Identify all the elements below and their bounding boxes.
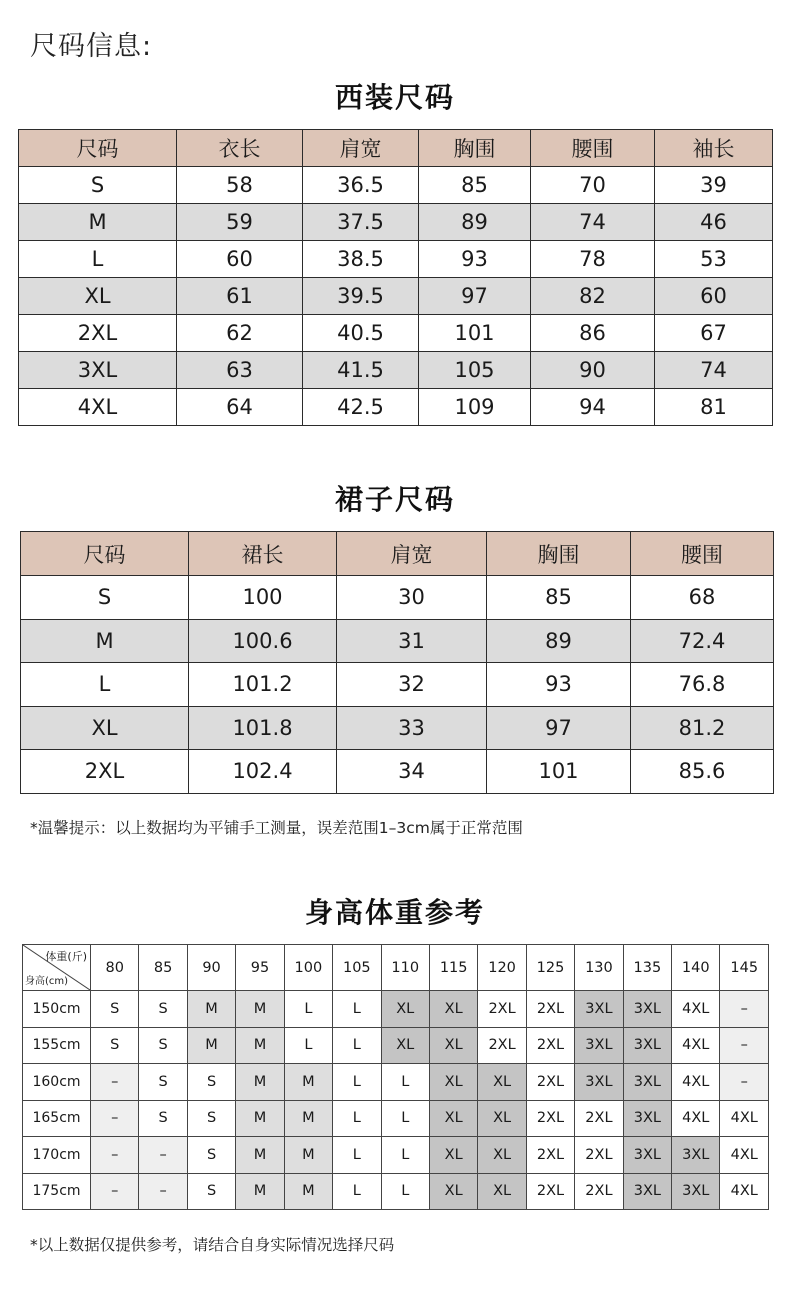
value-cell: 53	[655, 241, 773, 278]
size-cell: S	[187, 1173, 235, 1210]
size-cell: 4XL	[672, 991, 720, 1028]
value-cell: 89	[487, 619, 631, 663]
weight-header: 90	[187, 945, 235, 991]
value-cell: 101	[487, 750, 631, 794]
weight-header: 95	[236, 945, 284, 991]
size-cell: M	[284, 1173, 332, 1210]
weight-header: 140	[672, 945, 720, 991]
size-cell: 2XL	[19, 315, 177, 352]
value-cell: 85	[487, 576, 631, 620]
size-cell: L	[381, 1173, 429, 1210]
size-cell: –	[91, 1137, 139, 1174]
table-row	[19, 315, 773, 352]
table-row	[21, 576, 774, 620]
weight-header: 85	[139, 945, 187, 991]
size-cell: 3XL	[623, 991, 671, 1028]
value-cell: 89	[419, 204, 531, 241]
size-cell: XL	[429, 1137, 477, 1174]
size-cell: M	[187, 991, 235, 1028]
suit-size-table	[18, 129, 773, 426]
size-cell: 3XL	[623, 1064, 671, 1101]
value-cell: 76.8	[631, 663, 774, 707]
height-cell: 170cm	[23, 1137, 91, 1174]
weight-header: 135	[623, 945, 671, 991]
table-row	[19, 278, 773, 315]
value-cell: 101.2	[189, 663, 337, 707]
size-cell: XL	[478, 1137, 526, 1174]
column-header: 胸围	[419, 130, 531, 167]
column-header: 衣长	[177, 130, 303, 167]
column-header: 胸围	[487, 532, 631, 576]
size-cell: L	[381, 1137, 429, 1174]
value-cell: 97	[419, 278, 531, 315]
height-weight-table	[22, 944, 769, 1210]
size-cell: L	[333, 1064, 381, 1101]
weight-header: 80	[91, 945, 139, 991]
size-cell: M	[236, 1100, 284, 1137]
value-cell: 63	[177, 352, 303, 389]
size-cell: 2XL	[526, 1064, 574, 1101]
reference-note: *以上数据仅提供参考，请结合自身实际情况选择尺码	[30, 1236, 395, 1254]
table-row	[19, 204, 773, 241]
size-cell: M	[236, 1137, 284, 1174]
size-cell: L	[284, 991, 332, 1028]
weight-header: 100	[284, 945, 332, 991]
size-cell: 4XL	[672, 1064, 720, 1101]
size-cell: M	[21, 619, 189, 663]
size-cell: 4XL	[720, 1137, 769, 1174]
value-cell: 100.6	[189, 619, 337, 663]
size-cell: S	[139, 1100, 187, 1137]
weight-header: 125	[526, 945, 574, 991]
value-cell: 37.5	[303, 204, 419, 241]
size-cell: 3XL	[575, 1064, 623, 1101]
weight-header: 115	[429, 945, 477, 991]
size-cell: S	[139, 1027, 187, 1064]
table-row	[21, 663, 774, 707]
size-cell: XL	[381, 1027, 429, 1064]
table-header-row	[21, 532, 774, 576]
value-cell: 40.5	[303, 315, 419, 352]
value-cell: 94	[531, 389, 655, 426]
size-cell: 3XL	[623, 1173, 671, 1210]
size-cell: XL	[478, 1064, 526, 1101]
size-cell: 4XL	[672, 1100, 720, 1137]
value-cell: 31	[337, 619, 487, 663]
value-cell: 82	[531, 278, 655, 315]
size-cell: XL	[429, 991, 477, 1028]
value-cell: 33	[337, 706, 487, 750]
size-cell: S	[187, 1137, 235, 1174]
height-cell: 155cm	[23, 1027, 91, 1064]
value-cell: 85	[419, 167, 531, 204]
value-cell: 62	[177, 315, 303, 352]
value-cell: 64	[177, 389, 303, 426]
page-header-title: 尺码信息:	[30, 31, 153, 62]
table-row	[19, 167, 773, 204]
size-cell: L	[19, 241, 177, 278]
table-row	[23, 991, 769, 1028]
size-cell: 3XL	[19, 352, 177, 389]
weight-header: 120	[478, 945, 526, 991]
size-cell: M	[187, 1027, 235, 1064]
size-cell: M	[284, 1137, 332, 1174]
size-cell: XL	[19, 278, 177, 315]
column-header: 肩宽	[337, 532, 487, 576]
size-cell: –	[139, 1173, 187, 1210]
value-cell: 36.5	[303, 167, 419, 204]
size-cell: S	[91, 1027, 139, 1064]
size-cell: M	[236, 991, 284, 1028]
value-cell: 60	[655, 278, 773, 315]
size-cell: XL	[429, 1173, 477, 1210]
size-cell: L	[21, 663, 189, 707]
size-cell: S	[91, 991, 139, 1028]
value-cell: 46	[655, 204, 773, 241]
column-header: 尺码	[21, 532, 189, 576]
value-cell: 105	[419, 352, 531, 389]
size-cell: L	[333, 1173, 381, 1210]
size-cell: 2XL	[575, 1173, 623, 1210]
column-header: 腰围	[531, 130, 655, 167]
size-cell: 4XL	[720, 1100, 769, 1137]
value-cell: 74	[655, 352, 773, 389]
size-cell: M	[236, 1027, 284, 1064]
column-header: 肩宽	[303, 130, 419, 167]
size-cell: 2XL	[526, 1137, 574, 1174]
weight-axis-label: 体重(斤)	[45, 950, 87, 963]
table-row	[23, 1027, 769, 1064]
table-row	[19, 352, 773, 389]
skirt-size-title: 裙子尺码	[334, 483, 455, 516]
value-cell: 60	[177, 241, 303, 278]
weight-header: 145	[720, 945, 769, 991]
table-row	[21, 619, 774, 663]
value-cell: 85.6	[631, 750, 774, 794]
weight-header: 130	[575, 945, 623, 991]
size-cell: XL	[478, 1173, 526, 1210]
value-cell: 70	[531, 167, 655, 204]
value-cell: 102.4	[189, 750, 337, 794]
size-cell: 2XL	[526, 1173, 574, 1210]
value-cell: 59	[177, 204, 303, 241]
value-cell: 90	[531, 352, 655, 389]
value-cell: 93	[487, 663, 631, 707]
value-cell: 30	[337, 576, 487, 620]
skirt-size-table	[20, 531, 774, 794]
table-row	[21, 706, 774, 750]
value-cell: 67	[655, 315, 773, 352]
value-cell: 109	[419, 389, 531, 426]
size-cell: S	[21, 576, 189, 620]
corner-cell	[23, 945, 91, 991]
size-cell: –	[91, 1173, 139, 1210]
size-cell: L	[381, 1100, 429, 1137]
size-cell: L	[381, 1064, 429, 1101]
table-row	[23, 1064, 769, 1101]
size-cell: 4XL	[720, 1173, 769, 1210]
table-header-row	[19, 130, 773, 167]
size-cell: 2XL	[526, 1027, 574, 1064]
value-cell: 32	[337, 663, 487, 707]
size-cell: M	[19, 204, 177, 241]
value-cell: 81	[655, 389, 773, 426]
height-axis-label: 身高(cm)	[25, 976, 69, 987]
size-cell: XL	[429, 1100, 477, 1137]
value-cell: 41.5	[303, 352, 419, 389]
size-cell: M	[236, 1064, 284, 1101]
size-cell: L	[333, 1027, 381, 1064]
size-cell: S	[139, 1064, 187, 1101]
table-row	[23, 1137, 769, 1174]
size-cell: L	[333, 1137, 381, 1174]
size-cell: XL	[381, 991, 429, 1028]
value-cell: 39	[655, 167, 773, 204]
size-cell: S	[139, 991, 187, 1028]
size-cell: 4XL	[672, 1027, 720, 1064]
size-cell: 3XL	[672, 1173, 720, 1210]
size-cell: 2XL	[575, 1137, 623, 1174]
column-header: 袖长	[655, 130, 773, 167]
value-cell: 68	[631, 576, 774, 620]
value-cell: 58	[177, 167, 303, 204]
size-cell: 2XL	[526, 1100, 574, 1137]
size-cell: XL	[429, 1064, 477, 1101]
value-cell: 101	[419, 315, 531, 352]
value-cell: 61	[177, 278, 303, 315]
size-cell: XL	[21, 706, 189, 750]
weight-header: 105	[333, 945, 381, 991]
table-row	[23, 1100, 769, 1137]
size-cell: L	[284, 1027, 332, 1064]
value-cell: 38.5	[303, 241, 419, 278]
size-cell: L	[333, 1100, 381, 1137]
table-row	[19, 389, 773, 426]
size-cell: M	[236, 1173, 284, 1210]
value-cell: 78	[531, 241, 655, 278]
size-cell: –	[139, 1137, 187, 1174]
value-cell: 86	[531, 315, 655, 352]
suit-size-title: 西装尺码	[334, 81, 455, 114]
size-cell: M	[284, 1100, 332, 1137]
size-cell: –	[720, 1027, 769, 1064]
size-cell: S	[187, 1064, 235, 1101]
size-cell: 3XL	[672, 1137, 720, 1174]
value-cell: 39.5	[303, 278, 419, 315]
height-cell: 175cm	[23, 1173, 91, 1210]
table-row	[23, 1173, 769, 1210]
column-header: 尺码	[19, 130, 177, 167]
weight-header: 110	[381, 945, 429, 991]
size-cell: 3XL	[623, 1100, 671, 1137]
value-cell: 81.2	[631, 706, 774, 750]
size-cell: S	[187, 1100, 235, 1137]
value-cell: 100	[189, 576, 337, 620]
table-header-row	[23, 945, 769, 991]
size-cell: 2XL	[478, 991, 526, 1028]
size-cell: XL	[429, 1027, 477, 1064]
size-cell: 3XL	[623, 1137, 671, 1174]
size-cell: 2XL	[478, 1027, 526, 1064]
size-cell: –	[91, 1100, 139, 1137]
value-cell: 72.4	[631, 619, 774, 663]
size-cell: –	[91, 1064, 139, 1101]
column-header: 裙长	[189, 532, 337, 576]
value-cell: 97	[487, 706, 631, 750]
size-cell: 2XL	[526, 991, 574, 1028]
table-row	[19, 241, 773, 278]
table-row	[21, 750, 774, 794]
height-cell: 165cm	[23, 1100, 91, 1137]
value-cell: 93	[419, 241, 531, 278]
height-cell: 160cm	[23, 1064, 91, 1101]
value-cell: 74	[531, 204, 655, 241]
size-cell: XL	[478, 1100, 526, 1137]
size-cell: M	[284, 1064, 332, 1101]
size-cell: –	[720, 1064, 769, 1101]
size-cell: 3XL	[623, 1027, 671, 1064]
value-cell: 101.8	[189, 706, 337, 750]
value-cell: 34	[337, 750, 487, 794]
size-cell: 3XL	[575, 991, 623, 1028]
height-weight-title: 身高体重参考	[304, 896, 485, 929]
measurement-note: *温馨提示：以上数据均为平铺手工测量，误差范围1–3cm属于正常范围	[30, 819, 523, 837]
size-cell: 3XL	[575, 1027, 623, 1064]
column-header: 腰围	[631, 532, 774, 576]
size-cell: –	[720, 991, 769, 1028]
size-cell: L	[333, 991, 381, 1028]
size-cell: 4XL	[19, 389, 177, 426]
size-cell: S	[19, 167, 177, 204]
size-cell: 2XL	[21, 750, 189, 794]
size-cell: 2XL	[575, 1100, 623, 1137]
height-cell: 150cm	[23, 991, 91, 1028]
value-cell: 42.5	[303, 389, 419, 426]
